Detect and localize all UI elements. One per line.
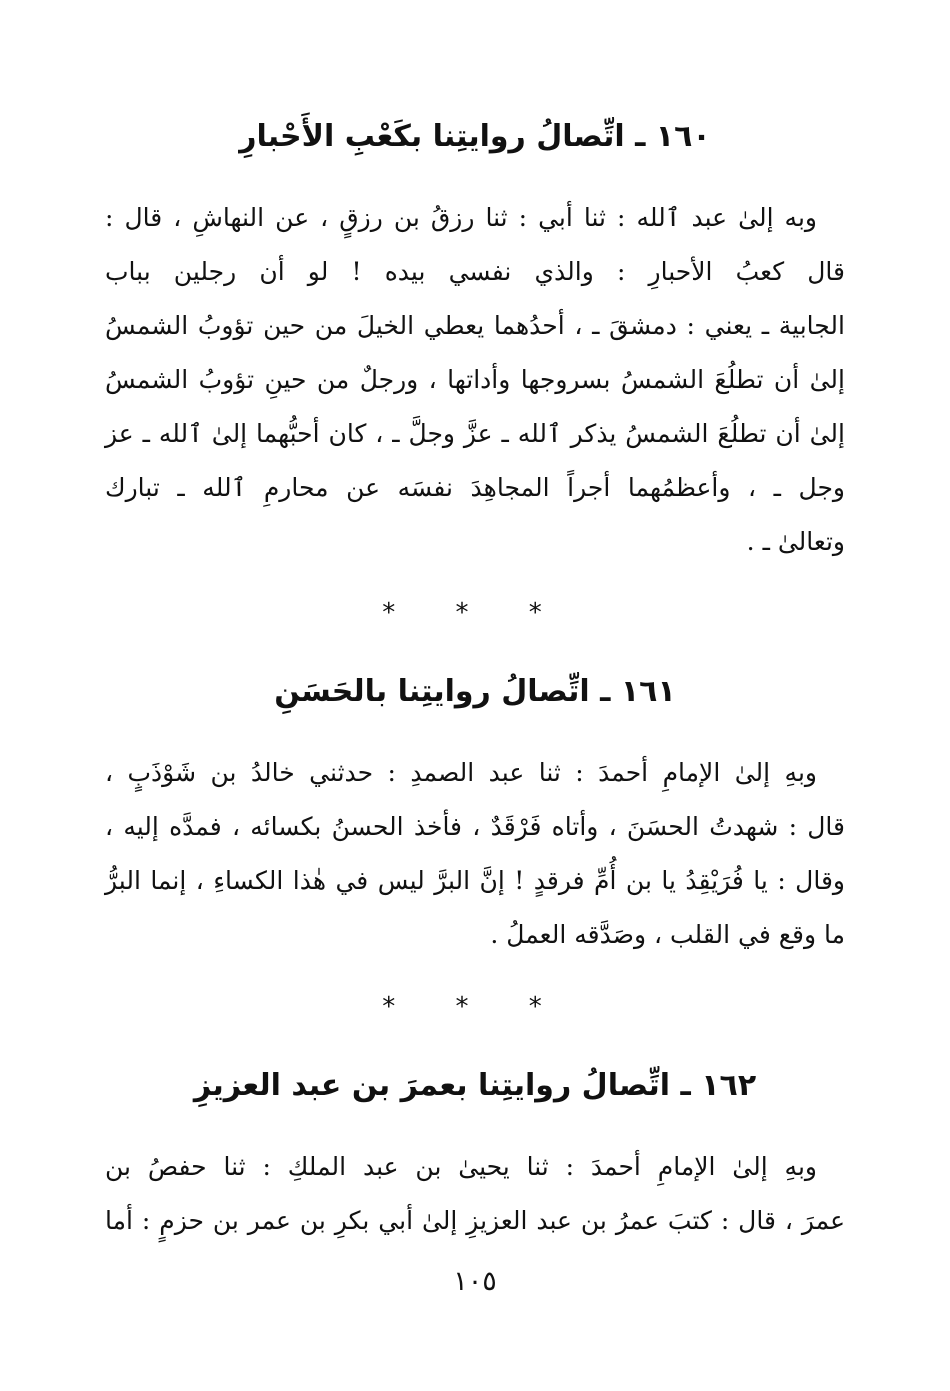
section-separator: * * * bbox=[382, 598, 568, 628]
section-heading-161: ١٦١ ـ اتِّصالُ روايتِنا بالحَسَنِ bbox=[274, 674, 676, 709]
text-line: عمرَ ، قال : كتبَ عمرُ بن عبد العزيزِ إلىٰ أبي بكرِ بن عمر بن حزمٍ : أما bbox=[105, 1206, 845, 1235]
text-line: وبه إلىٰ عبد ٱلله : ثنا أبي : ثنا رزقُ بن رزقٍ ، عن النهاشِ ، قال : bbox=[105, 203, 817, 232]
text-line: وتعالىٰ ـ . bbox=[746, 527, 845, 556]
text-line: وقال : يا فُرَيْقِدُ يا بن أُمِّ فرقدٍ ! إنَّ البرَّ ليس في هٰذا الكساءِ ، إنما البرُّ bbox=[105, 866, 845, 895]
text-line: ما وقع في القلب ، وصَدَّقه العملُ . bbox=[490, 920, 845, 949]
text-line: قال : شهدتُ الحسَنَ ، وأتاه فَرْقَدٌ ، فأخذ الحسنُ بكسائه ، فمدَّه إليه ، bbox=[105, 812, 845, 841]
text-line: الجابية ـ يعني : دمشقَ ـ ، أحدُهما يعطي الخيلَ من حين تؤوبُ الشمسُ bbox=[105, 311, 846, 340]
text-line: إلىٰ أن تطلُعَ الشمسُ بسروجها وأداتها ، ورجلٌ من حينِ تؤوبُ الشمسُ bbox=[105, 365, 845, 394]
section-body-162 bbox=[105, 1140, 845, 1248]
section-body-160 bbox=[105, 191, 845, 569]
text-line: قال كعبُ الأحبارِ : والذي نفسي بيده ! لو أن رجلين بباب bbox=[105, 257, 845, 286]
text-line: وبهِ إلىٰ الإمامِ أحمدَ : ثنا يحيىٰ بن عبد الملكِ : ثنا حفصُ بن bbox=[105, 1152, 817, 1181]
section-heading-160: ١٦٠ ـ اتِّصالُ روايتِنا بكَعْبِ الأَحْبارِ bbox=[239, 119, 711, 154]
section-body-161 bbox=[105, 746, 845, 962]
page-number: ١٠٥ bbox=[453, 1266, 497, 1297]
text-line: وجل ـ ، وأعظمُهما أجراً المجاهِدَ نفسَه عن محارمِ ٱلله ـ تبارك bbox=[105, 473, 845, 502]
text-line: وبهِ إلىٰ الإمامِ أحمدَ : ثنا عبد الصمدِ : حدثني خالدُ بن شَوْذَبٍ ، bbox=[105, 758, 817, 787]
section-separator: * * * bbox=[382, 992, 568, 1022]
section-heading-162: ١٦٢ ـ اتِّصالُ روايتِنا بعمرَ بن عبد العزيزِ bbox=[193, 1068, 757, 1103]
text-line: إلىٰ أن تطلُعَ الشمسُ يذكر ٱلله ـ عزَّ وجلَّ ـ ، كان أحبُّهما إلىٰ ٱلله ـ عز bbox=[105, 419, 845, 448]
